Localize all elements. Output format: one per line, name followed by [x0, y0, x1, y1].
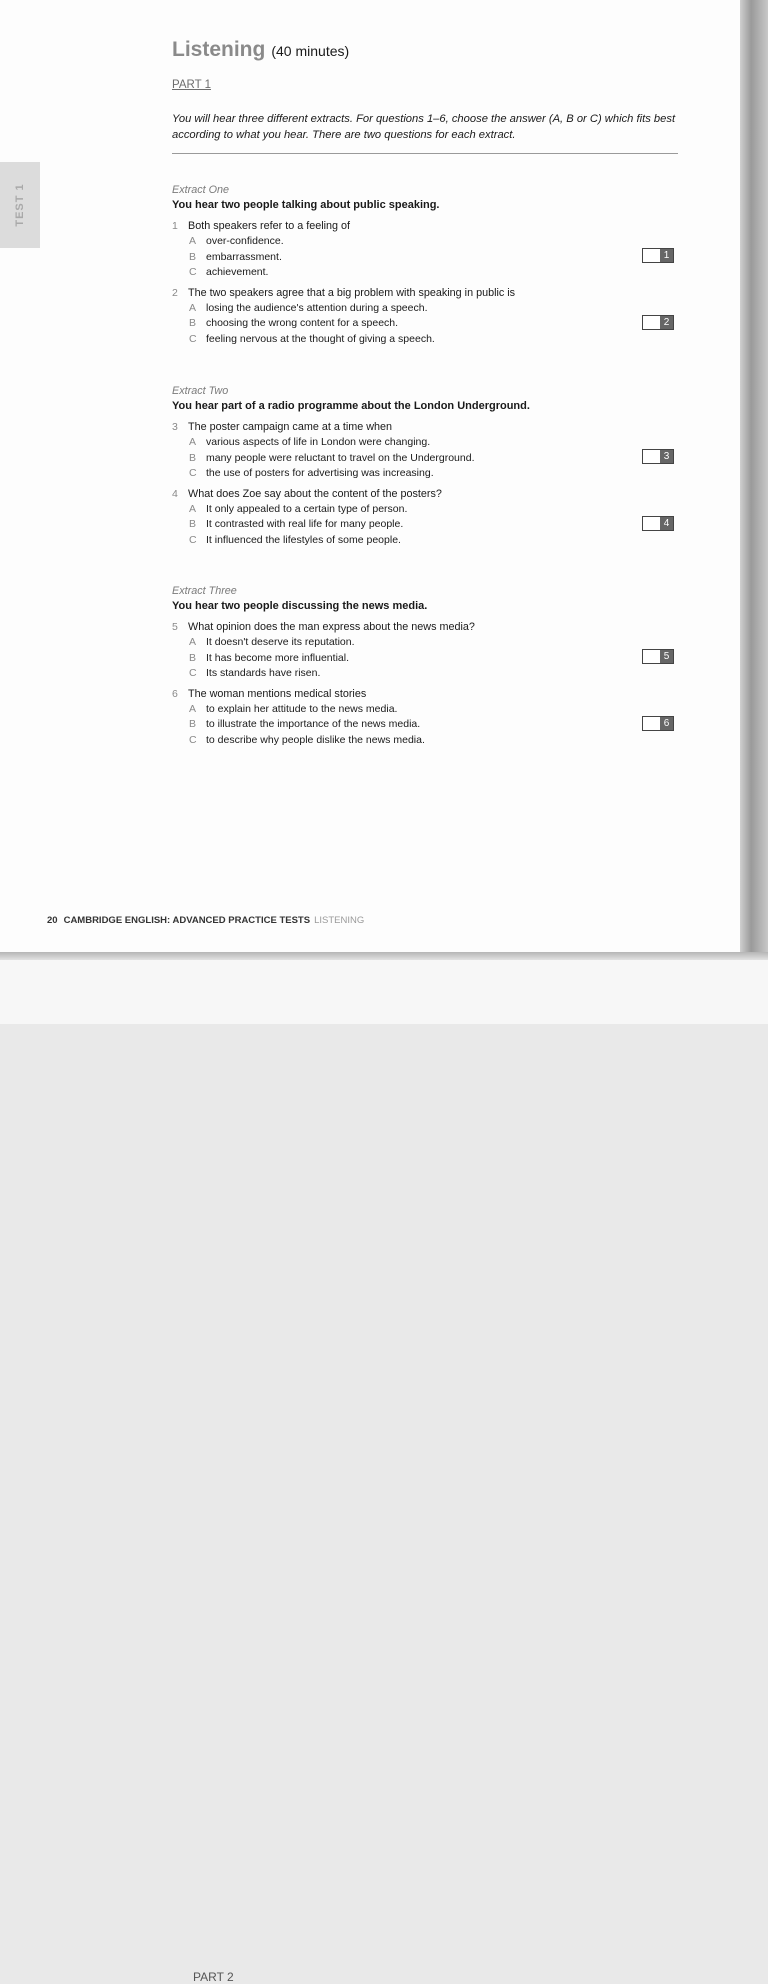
- option-text: Its standards have risen.: [206, 667, 321, 679]
- question-4: [172, 487, 682, 549]
- page-subtitle: (40 minutes): [271, 43, 350, 59]
- option-letter: C: [189, 467, 197, 479]
- question-stem: Both speakers refer to a feeling of: [188, 220, 351, 232]
- option-a: [172, 635, 682, 651]
- question-6: [172, 687, 682, 749]
- question-number: 2: [172, 286, 178, 299]
- question-number: 5: [172, 621, 178, 633]
- divider: [172, 153, 678, 154]
- option-c: [172, 666, 682, 682]
- option-text: feeling nervous at the thought of giving a speech.: [206, 332, 435, 345]
- book-title: CAMBRIDGE ENGLISH: ADVANCED PRACTICE TESTS: [63, 915, 311, 926]
- option-text: It influenced the lifestyles of some people.: [206, 533, 401, 546]
- option-text: achievement.: [206, 266, 269, 278]
- option-letter: C: [189, 266, 197, 278]
- page-header: [172, 38, 349, 62]
- footer-section: LISTENING: [314, 915, 365, 926]
- answer-box-2[interactable]: [642, 315, 674, 330]
- option-letter: B: [189, 651, 197, 664]
- next-page: [0, 960, 768, 1984]
- page-edge: [0, 952, 768, 960]
- option-a: [172, 502, 682, 518]
- test-tab-label: TEST 1: [14, 183, 26, 227]
- extract-one: [172, 183, 682, 352]
- option-text: choosing the wrong content for a speech.: [206, 317, 399, 329]
- option-c: [172, 332, 682, 348]
- extract-three: [172, 584, 682, 753]
- option-b: [172, 250, 682, 266]
- option-letter: A: [189, 702, 197, 715]
- answer-box-1[interactable]: [642, 248, 674, 263]
- option-text: to describe why people dislike the news media.: [206, 733, 425, 746]
- option-text: It doesn't deserve its reputation.: [206, 636, 355, 648]
- option-letter: B: [189, 317, 197, 329]
- question-stem: The poster campaign came at a time when: [188, 421, 393, 433]
- option-c: [172, 466, 682, 482]
- question-5: [172, 620, 682, 682]
- answer-box-6[interactable]: [642, 716, 674, 731]
- option-letter: C: [189, 733, 197, 746]
- page: [0, 0, 745, 955]
- question-stem: What opinion does the man express about the news media?: [188, 621, 475, 633]
- answer-box-4[interactable]: [642, 516, 674, 531]
- option-text: It has become more influential.: [206, 651, 349, 664]
- option-letter: A: [189, 235, 197, 247]
- option-b: [172, 717, 682, 733]
- page-title: Listening: [172, 38, 266, 61]
- option-letter: A: [189, 636, 197, 648]
- answer-box-number: 3: [660, 450, 673, 463]
- option-letter: B: [189, 718, 197, 730]
- option-letter: B: [189, 451, 197, 464]
- answer-box-number: 2: [660, 316, 673, 329]
- question-3: [172, 420, 682, 482]
- page-number: 20: [47, 915, 58, 926]
- option-text: over-confidence.: [206, 235, 284, 247]
- answer-box-3[interactable]: [642, 449, 674, 464]
- part-label: PART 1: [172, 79, 211, 91]
- option-a: [172, 234, 682, 250]
- option-letter: B: [189, 250, 197, 263]
- option-text: various aspects of life in London were changing.: [206, 436, 431, 448]
- extract-context: You hear two people talking about public speaking.: [172, 199, 440, 211]
- option-letter: B: [189, 518, 197, 530]
- option-a: [172, 301, 682, 317]
- option-letter: A: [189, 436, 197, 448]
- answer-box-number: 4: [660, 517, 673, 530]
- instructions: You will hear three different extracts. For questions 1–6, choose the answer (A, B or C) which fits best according to what you hear. There are two questions for each extract.: [172, 113, 676, 141]
- option-c: [172, 265, 682, 281]
- page-footer: [47, 915, 364, 926]
- question-2: [172, 286, 682, 348]
- answer-box-number: 1: [660, 249, 673, 262]
- question-stem: The woman mentions medical stories: [188, 687, 367, 700]
- option-b: [172, 517, 682, 533]
- extract-title: Extract Three: [172, 585, 237, 597]
- option-b: [172, 651, 682, 667]
- question-stem: What does Zoe say about the content of the posters?: [188, 487, 442, 500]
- extract-title: Extract Two: [172, 385, 229, 397]
- question-stem: The two speakers agree that a big problem with speaking in public is: [188, 286, 516, 299]
- answer-box-number: 6: [660, 717, 673, 730]
- next-part-label: PART 2: [193, 1970, 234, 1984]
- answer-box-number: 5: [660, 650, 673, 663]
- option-letter: A: [189, 301, 197, 314]
- option-text: It contrasted with real life for many people.: [206, 518, 404, 530]
- extract-context: You hear two people discussing the news media.: [172, 600, 428, 612]
- extract-two: [172, 384, 682, 553]
- option-text: to illustrate the importance of the news media.: [206, 718, 421, 730]
- option-text: losing the audience's attention during a speech.: [206, 301, 428, 314]
- option-text: embarrassment.: [206, 250, 282, 263]
- option-letter: C: [189, 332, 197, 345]
- option-text: the use of posters for advertising was increasing.: [206, 467, 434, 479]
- question-number: 4: [172, 487, 178, 500]
- option-a: [172, 702, 682, 718]
- option-b: [172, 451, 682, 467]
- extract-context: You hear part of a radio programme about the London Underground.: [172, 400, 530, 412]
- option-a: [172, 435, 682, 451]
- answer-box-5[interactable]: [642, 649, 674, 664]
- option-letter: A: [189, 502, 197, 515]
- option-letter: C: [189, 667, 197, 679]
- question-1: [172, 219, 682, 281]
- option-text: many people were reluctant to travel on the Underground.: [206, 451, 475, 464]
- option-text: to explain her attitude to the news media.: [206, 702, 398, 715]
- option-b: [172, 316, 682, 332]
- option-c: [172, 533, 682, 549]
- option-c: [172, 733, 682, 749]
- question-number: 6: [172, 687, 178, 700]
- question-number: 1: [172, 220, 178, 232]
- question-number: 3: [172, 421, 178, 433]
- extract-title: Extract One: [172, 184, 230, 196]
- option-text: It only appealed to a certain type of person.: [206, 502, 408, 515]
- option-letter: C: [189, 533, 197, 546]
- page-spine-shadow: [740, 0, 768, 960]
